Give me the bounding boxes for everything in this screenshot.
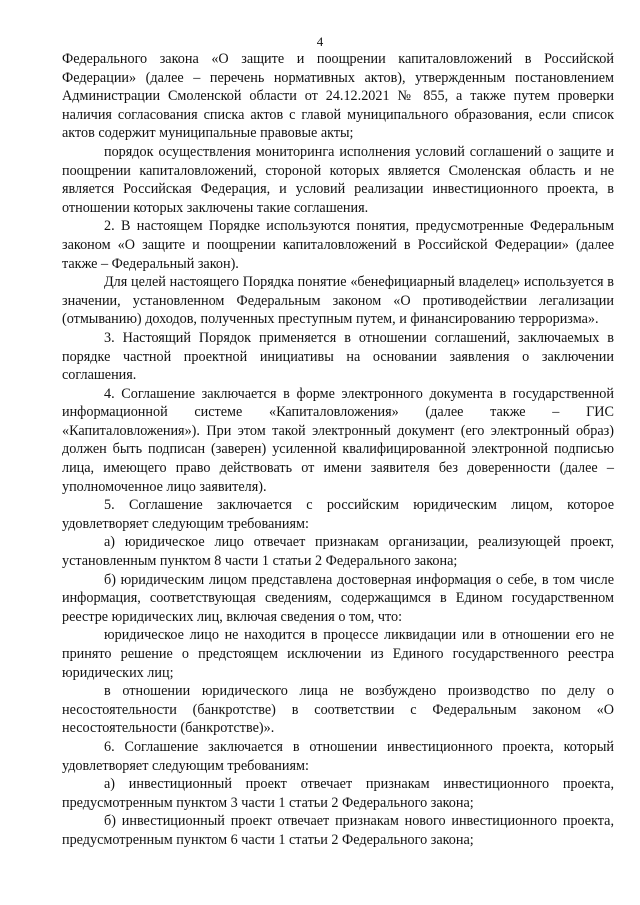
- paragraph-item-6: 6. Соглашение заключается в отношении инвестиционного проекта, который удовлетворяет следующим требованиям:: [62, 738, 614, 774]
- paragraph-liquidation: юридическое лицо не находится в процессе ликвидации или в отношении его не принято решение о предстоящем исключении из Единого государственного реестра юридических лиц;: [62, 627, 614, 681]
- paragraph-item-6a: а) инвестиционный проект отвечает признакам инвестиционного проекта, предусмотренным пунктом 3 части 1 статьи 2 Федерального закона;: [62, 776, 614, 811]
- paragraph-item-6b: б) инвестиционный проект отвечает признакам нового инвестиционного проекта, предусмотренным пунктом 6 части 1 статьи 2 Федерального закона;: [62, 813, 614, 848]
- paragraph-item-3: 3. Настоящий Порядок применяется в отношении соглашений, заключаемых в порядке частной проектной инициативы на основании заявления о заключении соглашения.: [62, 329, 614, 384]
- paragraph-item-4: 4. Соглашение заключается в форме электронного документа в государственной информационной системе «Капиталовложения» (далее также – ГИС «Капиталовложения»). При этом такой электронный документ (его электронный образ) должен быть подписан (заверен) усиленной квалифицированной электронной подписью лица, имеющего право действовать от имени заявителя без доверенности (далее – уполномоченное лицо заявителя).: [62, 385, 614, 495]
- paragraph-monitoring-procedure: порядок осуществления мониторинга исполнения условий соглашений о защите и поощрении капиталовложений, стороной которых является Смоленская область и не является Российская Федерация, и условий реализации инвестиционного проекта, в отношении которых заключены такие соглашения.: [62, 143, 614, 216]
- paragraph-continuation: Федерального закона «О защите и поощрении капиталовложений в Российской Федерации» (далее – перечень нормативных актов), утвержденным постановлением Администрации Смоленской области от 24.12.2021 № 855, а также путем проверки наличия согласования списка актов с главой муниципального образования, если список актов содержит муниципальные правовые акты;: [62, 51, 614, 142]
- paragraph-item-2: 2. В настоящем Порядке используются понятия, предусмотренные Федеральным законом «О защите и поощрении капиталовложений в Российской Федерации» (далее также – Федеральный закон).: [62, 218, 614, 272]
- page-number: 4: [316, 34, 324, 49]
- paragraph-item-5a: а) юридическое лицо отвечает признакам организации, реализующей проект, установленным пунктом 8 части 1 статьи 2 Федерального закона;: [62, 534, 614, 570]
- paragraph-beneficial-owner: Для целей настоящего Порядка понятие «бенефициарный владелец» используется в значении, установленном Федеральным законом «О противодействии легализации (отмыванию) доходов, полученных преступным путем, и финансированию терроризма».: [62, 274, 614, 328]
- paragraph-item-5b: б) юридическим лицом представлена достоверная информация о себе, в том числе информация, соответствующая сведениям, содержащимся в Едином государственном реестре юридических лиц, включая сведения о том, что:: [62, 571, 614, 625]
- document-body: [62, 50, 614, 850]
- paragraph-item-5: 5. Соглашение заключается с российским юридическим лицом, которое удовлетворяет следующим требованиям:: [62, 497, 614, 532]
- paragraph-bankruptcy: в отношении юридического лица не возбуждено производство по делу о несостоятельности (банкротстве) в соответствии с Федеральным законом «О несостоятельности (банкротстве)».: [62, 683, 614, 737]
